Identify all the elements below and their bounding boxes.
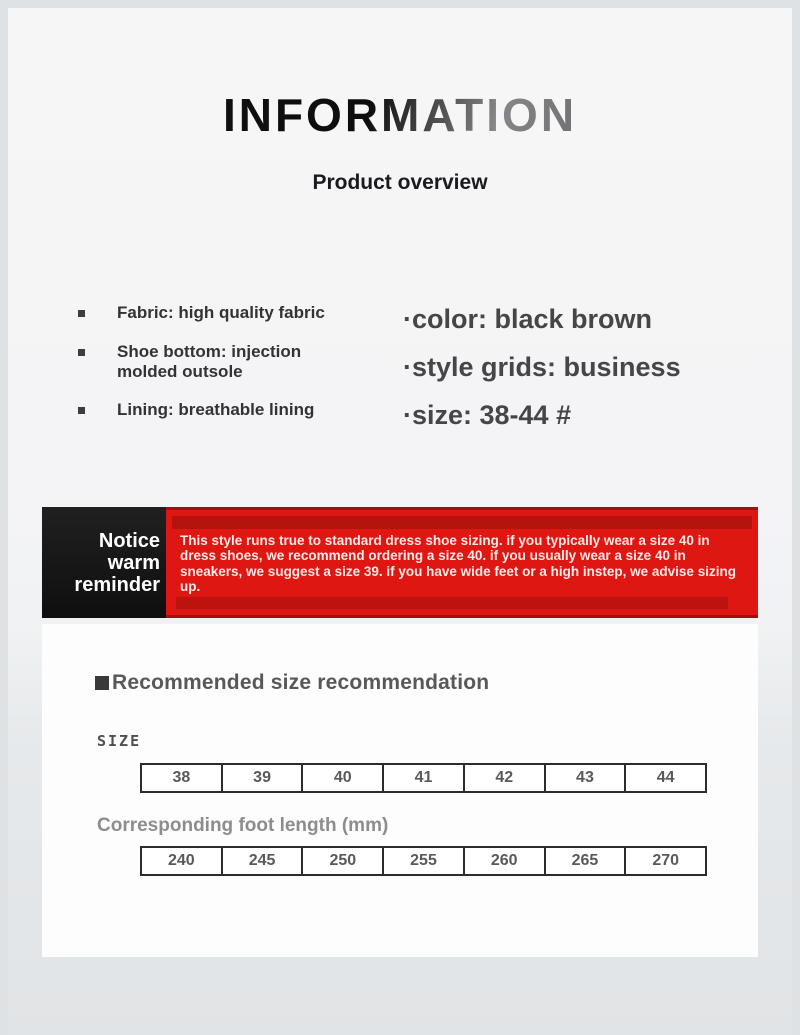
list-item xyxy=(78,400,388,420)
foot-length-cell: 240 xyxy=(168,852,195,869)
warm-reminder-label-line: reminder xyxy=(74,573,160,596)
size-cell: 42 xyxy=(463,765,544,791)
size-recommendation-card xyxy=(42,624,758,957)
spec-list-left xyxy=(78,303,388,420)
section-heading-text: Recommended size recommendation xyxy=(112,671,490,694)
warm-reminder-label-line: warm xyxy=(107,551,160,574)
square-bullet-icon xyxy=(78,310,85,317)
foot-length-cell: 255 xyxy=(382,848,463,874)
foot-length-cell: 250 xyxy=(301,848,382,874)
foot-length-table xyxy=(140,846,707,876)
foot-length-cell: 265 xyxy=(544,848,625,874)
size-cell: 39 xyxy=(221,765,302,791)
foot-length-cell: 260 xyxy=(463,848,544,874)
warm-reminder-text: This style runs true to standard dress shoe sizing. if you typically wear a size 40 in dress shoes, we recommend ordering a size 40. if you usually wear a size 40 in sneakers, we suggest a size 39. if you have wide feet or a high instep, we advise sizing up. xyxy=(180,532,736,594)
size-cell: 41 xyxy=(382,765,463,791)
foot-length-cell: 270 xyxy=(624,848,705,874)
size-cell: 38 xyxy=(172,769,191,786)
size-cell: 40 xyxy=(301,765,382,791)
section-heading xyxy=(95,671,489,695)
square-bullet-icon xyxy=(78,407,85,414)
spec-style: ·style grids: business xyxy=(403,352,681,382)
size-row-label: SIZE xyxy=(97,732,142,750)
page-subtitle: Product overview xyxy=(312,171,488,194)
foot-length-cell: 245 xyxy=(221,848,302,874)
square-bullet-icon xyxy=(78,349,85,356)
size-cell: 43 xyxy=(544,765,625,791)
warm-reminder-label-line: Notice xyxy=(98,529,160,552)
spec-label: Fabric: high quality fabric xyxy=(117,303,325,322)
spec-color: ·color: black brown xyxy=(403,304,653,334)
size-table xyxy=(140,763,707,793)
size-cell: 44 xyxy=(624,765,705,791)
list-item xyxy=(78,342,388,382)
page-title: INFORMATION xyxy=(0,88,800,142)
foot-length-label: Corresponding foot length (mm) xyxy=(97,815,389,836)
warm-reminder-label xyxy=(42,507,166,618)
list-item xyxy=(78,303,388,323)
spec-list-right xyxy=(403,295,681,439)
warm-reminder-banner xyxy=(42,507,758,618)
warm-reminder-body xyxy=(166,507,758,618)
spec-size: ·size: 38-44 # xyxy=(403,400,572,430)
spec-label: Lining: breathable lining xyxy=(117,400,315,419)
square-bullet-icon xyxy=(95,676,109,690)
spec-label: Shoe bottom: injection molded outsole xyxy=(117,342,302,381)
